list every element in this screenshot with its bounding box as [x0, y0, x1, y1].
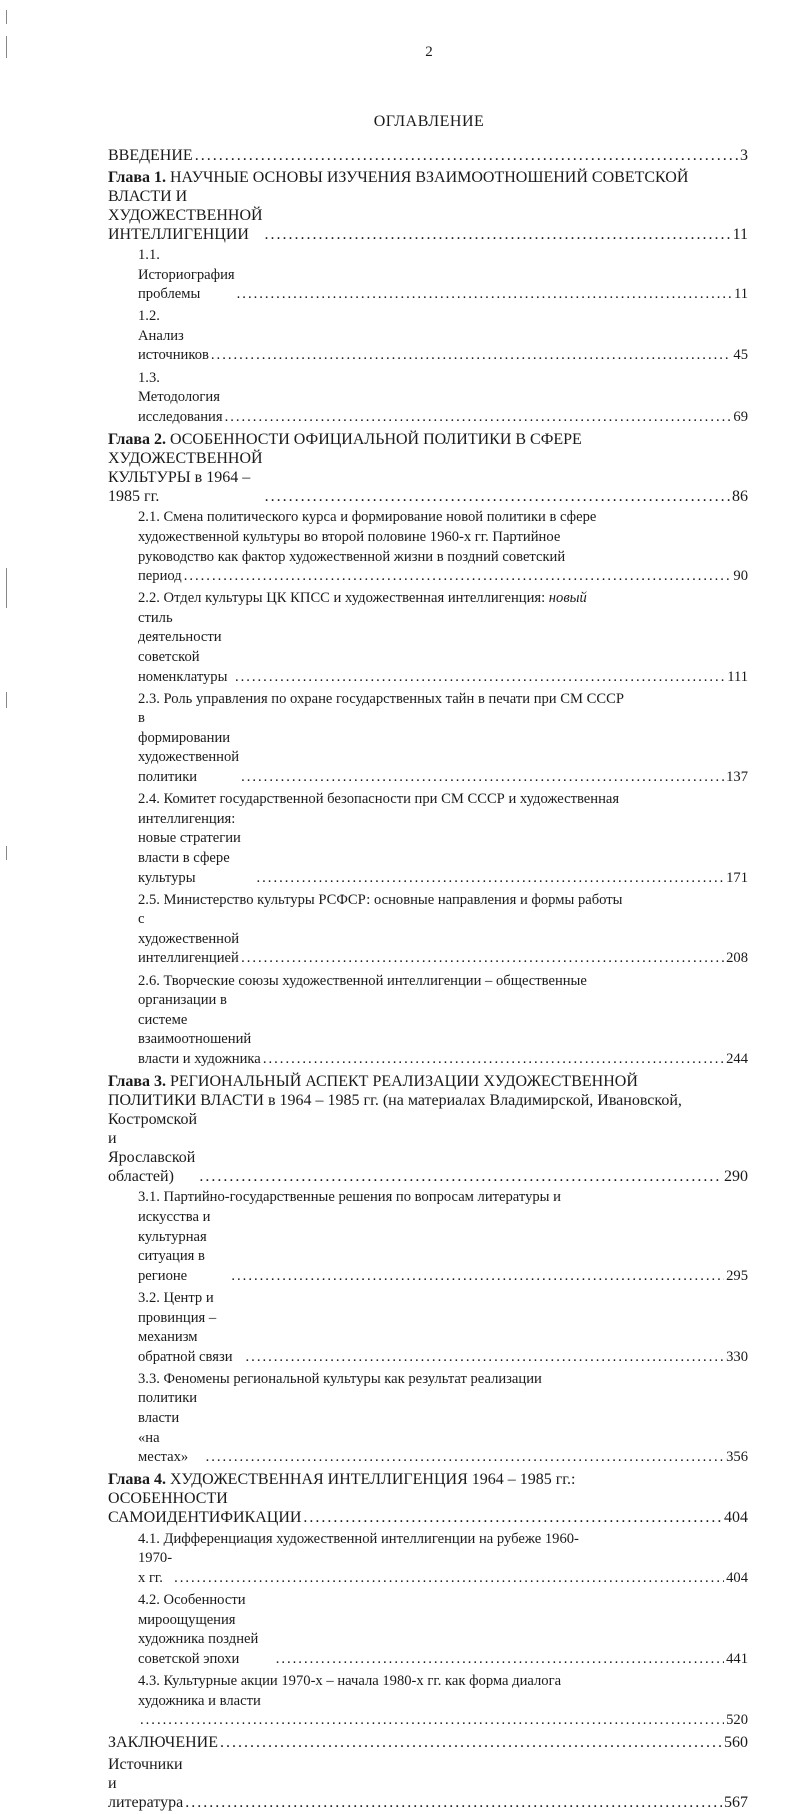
toc-page-number: 171	[726, 869, 748, 886]
toc-dot-leader	[211, 346, 732, 366]
toc-entry-text-line: 1.3. Методология исследования	[138, 369, 224, 425]
toc-dot-leader	[235, 668, 725, 688]
toc-page-number: 3	[740, 147, 748, 164]
table-of-contents	[108, 146, 748, 1814]
toc-entry-text-line: искусства и культурная ситуация в регионе	[138, 1209, 215, 1284]
toc-page-number: 69	[733, 408, 748, 425]
toc-chapter-label: Глава 1.	[108, 168, 166, 186]
toc-dot-leader	[241, 949, 724, 969]
toc-section-entry	[108, 589, 748, 687]
toc-entry-text-line: в формировании художественной политики	[138, 710, 243, 786]
toc-section-entry	[108, 690, 748, 788]
toc-chapter-entry	[108, 1470, 748, 1527]
toc-section-entry	[108, 972, 748, 1070]
toc-entry-text-line: политики власти «на местах»	[138, 1390, 201, 1466]
toc-entry-text-line: ХУДОЖЕСТВЕННОЙ КУЛЬТУРЫ в 1964 – 1985 гг.	[108, 449, 267, 505]
toc-entry-text-line: 2.3. Роль управления по охране государственных тайн в печати при СМ СССР	[138, 690, 624, 707]
toc-entry-text-line: 4.1. Дифференциация художественной интеллигенции на рубеже 1960-	[138, 1530, 579, 1547]
toc-page-number: 45	[733, 347, 748, 364]
toc-page-number: 208	[726, 950, 748, 967]
toc-entry-leader-row	[138, 1591, 748, 1669]
scan-margin-mark	[6, 568, 7, 608]
toc-entry-text-line: 3.2. Центр и провинция – механизм обратной связи	[138, 1289, 233, 1365]
toc-chapter-label: Глава 3.	[108, 1072, 166, 1090]
toc-page-number: 244	[726, 1050, 748, 1067]
toc-dot-leader	[265, 487, 730, 506]
toc-section-entry	[108, 1530, 748, 1589]
toc-chapter-label: Глава 4.	[108, 1471, 166, 1489]
toc-entry-leader-row	[138, 369, 748, 428]
toc-entry-leader-row	[108, 1110, 748, 1186]
toc-entry-text-line: 3.3. Феномены региональной культуры как результат реализации	[138, 1370, 542, 1387]
toc-dot-leader	[174, 1569, 724, 1589]
toc-entry-leader-row	[138, 1549, 748, 1588]
toc-dot-leader	[195, 146, 738, 165]
toc-page-number: 137	[726, 769, 748, 786]
toc-entry-leader-row	[138, 609, 748, 687]
toc-entry-text-line: 4.2. Особенности мироощущения художника поздней советской эпохи	[138, 1592, 262, 1667]
toc-entry-leader-row	[138, 1208, 748, 1286]
page-number: 2	[425, 44, 433, 60]
toc-section-entry	[108, 1188, 748, 1286]
toc-entry-text-line: 2.1. Смена политического курса и формирование новой политики в сфере	[138, 509, 597, 526]
toc-section-entry	[108, 891, 748, 969]
toc-entry-text-line: 1.1. Историография проблемы	[138, 247, 239, 303]
toc-entry-text-line: Глава 3. РЕГИОНАЛЬНЫЙ АСПЕКТ РЕАЛИЗАЦИИ ХУДОЖЕСТВЕННОЙ	[108, 1072, 638, 1090]
toc-dot-leader	[241, 768, 724, 788]
scan-margin-mark	[6, 10, 7, 24]
toc-chapter-label: Глава 2.	[108, 430, 166, 448]
toc-entry-text-line: Костромской и Ярославской областей)	[108, 1110, 202, 1185]
toc-entry-leader-row	[108, 1755, 748, 1812]
toc-entry-text-line: ОСОБЕННОСТИ САМОИДЕНТИФИКАЦИИ	[108, 1490, 302, 1527]
toc-entry-text-line: интеллигенция: новые стратегии власти в сфере культуры	[138, 810, 245, 886]
toc-dot-leader	[220, 1733, 722, 1752]
toc-dot-leader	[231, 1267, 724, 1287]
toc-page-number: 295	[726, 1267, 748, 1284]
toc-entry-text-line: художника и власти	[138, 1692, 261, 1709]
toc-entry-leader-row	[138, 810, 748, 888]
toc-page-number: 441	[726, 1650, 748, 1667]
toc-section-entry	[108, 1289, 748, 1367]
toc-dot-leader	[246, 1348, 725, 1368]
toc-chapter-entry	[108, 1072, 748, 1186]
toc-entry-text-line: стиль деятельности советской номенклатуры	[138, 609, 228, 685]
toc-dot-leader	[199, 1167, 722, 1186]
toc-entry-text-line: Глава 2. ОСОБЕННОСТИ ОФИЦИАЛЬНОЙ ПОЛИТИКИ В СФЕРЕ	[108, 430, 582, 448]
toc-entry-text-line: 1.2. Анализ источников	[138, 308, 209, 364]
toc-entry-leader-row	[138, 567, 748, 587]
toc-entry-leader-row	[108, 187, 748, 244]
scan-margin-mark	[6, 692, 7, 708]
scan-margin-mark	[6, 846, 7, 860]
toc-section-entry	[108, 1591, 748, 1669]
toc-page-number: 356	[726, 1449, 748, 1466]
toc-entry-text-line: 2.5. Министерство культуры РСФСР: основные направления и формы работы	[138, 891, 623, 908]
toc-entry-text-line: ВЛАСТИ И ХУДОЖЕСТВЕННОЙ ИНТЕЛЛИГЕНЦИИ	[108, 187, 267, 243]
toc-page-number: 567	[724, 1793, 748, 1811]
toc-chapter-entry	[108, 1733, 748, 1752]
toc-page-number: 86	[732, 487, 748, 505]
toc-entry-text-line: Глава 4. ХУДОЖЕСТВЕННАЯ ИНТЕЛЛИГЕНЦИЯ 1964 – 1985 гг.:	[108, 1471, 576, 1489]
toc-entry-text-line: ЗАКЛЮЧЕНИЕ	[108, 1734, 218, 1752]
toc-entry-leader-row	[138, 991, 748, 1069]
toc-chapter-entry	[108, 168, 748, 244]
toc-section-entry	[108, 790, 748, 888]
toc-entry-leader-row	[108, 449, 748, 506]
toc-entry-text-line: 1970-х гг.	[138, 1550, 173, 1586]
toc-page-number: 404	[726, 1569, 748, 1586]
toc-entry-leader-row	[138, 910, 748, 969]
toc-entry-text-line: руководство как фактор художественной жизни в поздний советский	[138, 548, 566, 565]
toc-chapter-entry	[108, 146, 748, 165]
toc-entry-text-line: период	[138, 568, 182, 585]
toc-page-number: 90	[733, 568, 748, 585]
toc-entry-leader-row	[108, 146, 748, 165]
toc-page-number: 560	[724, 1734, 748, 1752]
toc-section-entry	[108, 246, 748, 305]
toc-entry-leader-row	[108, 1489, 748, 1527]
toc-page-number: 290	[724, 1167, 748, 1185]
toc-dot-leader	[237, 285, 732, 305]
toc-entry-text-line: 2.4. Комитет государственной безопасности при СМ СССР и художественная	[138, 791, 620, 808]
toc-section-entry	[108, 508, 748, 586]
toc-dot-leader	[184, 567, 732, 587]
toc-page-number: 11	[732, 225, 748, 243]
toc-entry-text-line: ВВЕДЕНИЕ	[108, 147, 193, 164]
toc-entry-leader-row	[138, 1389, 748, 1467]
toc-section-entry	[108, 307, 748, 366]
toc-section-entry	[108, 1672, 748, 1731]
toc-dot-leader	[265, 225, 731, 244]
toc-entry-text-line: организации в системе взаимоотношений власти и художника	[138, 992, 261, 1067]
toc-section-entry	[108, 1370, 748, 1468]
toc-section-entry	[108, 369, 748, 428]
toc-entry-leader-row	[138, 307, 748, 366]
toc-page-number: 111	[727, 668, 748, 685]
toc-page-number: 11	[733, 286, 748, 303]
toc-entry-text-line: 2.2. Отдел культуры ЦК КПСС и художественная интеллигенция: новый	[138, 590, 587, 607]
toc-dot-leader	[225, 408, 732, 428]
toc-entry-text-line: 3.1. Партийно-государственные решения по вопросам литературы и	[138, 1189, 561, 1206]
toc-entry-text-line: с художественной интеллигенцией	[138, 911, 243, 967]
toc-dot-leader	[140, 1711, 724, 1731]
toc-dot-leader	[185, 1793, 722, 1812]
toc-page-number: 520	[726, 1712, 748, 1729]
scan-margin-mark	[6, 36, 7, 58]
toc-entry-text-line: Глава 1. НАУЧНЫЕ ОСНОВЫ ИЗУЧЕНИЯ ВЗАИМООТНОШЕНИЙ СОВЕТСКОЙ	[108, 168, 689, 186]
toc-entry-text-line: 2.6. Творческие союзы художественной интеллигенции – общественные	[138, 972, 587, 989]
toc-entry-leader-row	[138, 1289, 748, 1367]
toc-dot-leader	[303, 1508, 722, 1527]
toc-entry-text-line: художественной культуры во второй половине 1960-х гг. Партийное	[138, 528, 561, 545]
toc-page-number: 404	[724, 1509, 748, 1527]
toc-dot-leader	[257, 869, 725, 889]
toc-entry-text-line: ПОЛИТИКИ ВЛАСТИ в 1964 – 1985 гг. (на материалах Владимирской, Ивановской,	[108, 1091, 682, 1109]
toc-dot-leader	[206, 1448, 725, 1468]
toc-entry-leader-row	[108, 1733, 748, 1752]
toc-entry-leader-row	[138, 1711, 748, 1731]
toc-entry-text-line: 4.3. Культурные акции 1970-х – начала 1980-х гг. как форма диалога	[138, 1672, 562, 1689]
toc-dot-leader	[263, 1050, 724, 1070]
toc-title: ОГЛАВЛЕНИЕ	[373, 113, 485, 130]
toc-entry-leader-row	[138, 709, 748, 787]
toc-entry-text-line: Источники и литература	[108, 1755, 187, 1811]
toc-dot-leader	[276, 1650, 724, 1670]
toc-page-number: 330	[726, 1348, 748, 1365]
toc-entry-leader-row	[138, 246, 748, 305]
toc-chapter-entry	[108, 1755, 748, 1812]
toc-chapter-entry	[108, 430, 748, 506]
